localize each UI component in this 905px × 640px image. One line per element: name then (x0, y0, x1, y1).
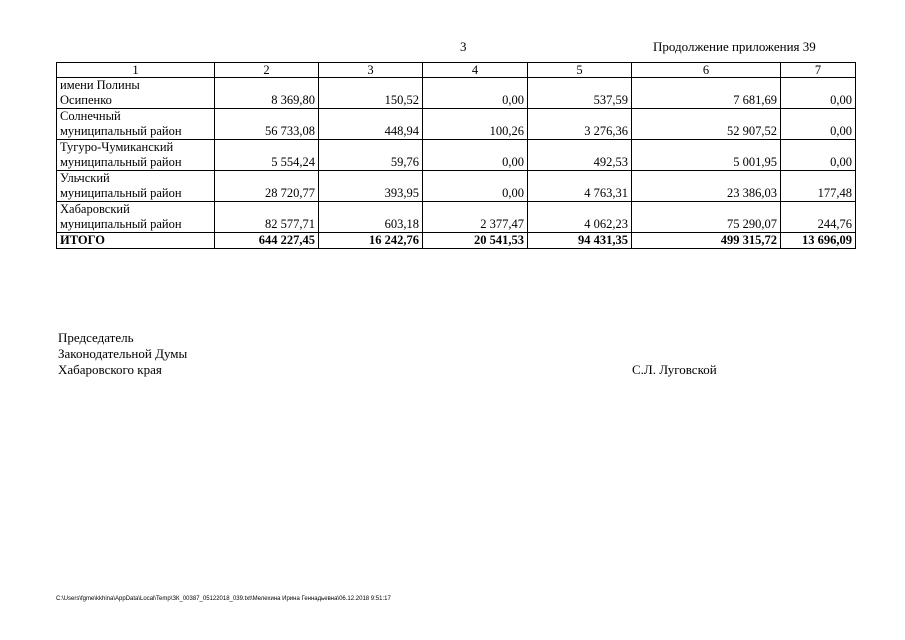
total-row (57, 233, 856, 249)
column-header: 1 (57, 63, 215, 78)
table-cell: 393,95 (319, 171, 423, 202)
total-cell: 499 315,72 (632, 233, 781, 249)
column-header: 4 (423, 63, 528, 78)
total-cell: 16 242,76 (319, 233, 423, 249)
table-cell: 3 276,36 (528, 109, 632, 140)
table-cell: 0,00 (781, 109, 856, 140)
table-cell: 0,00 (423, 78, 528, 109)
table-row (57, 78, 856, 109)
signature-block (58, 330, 187, 378)
district-name: Солнечный муниципальный район (57, 109, 215, 140)
signatory-name: С.Л. Луговской (632, 362, 717, 377)
table-cell: 7 681,69 (632, 78, 781, 109)
signatory-title-line: Хабаровского края (58, 362, 162, 377)
column-number-row (57, 63, 856, 78)
table-row (57, 171, 856, 202)
total-cell: 13 696,09 (781, 233, 856, 249)
table-row (57, 140, 856, 171)
page-number: 3 (460, 39, 467, 54)
district-name: Хабаровский муниципальный район (57, 202, 215, 233)
table-cell: 8 369,80 (215, 78, 319, 109)
column-header: 3 (319, 63, 423, 78)
district-name: имени Полины Осипенко (57, 78, 215, 109)
table-cell: 5 001,95 (632, 140, 781, 171)
table-cell: 82 577,71 (215, 202, 319, 233)
table-cell: 28 720,77 (215, 171, 319, 202)
district-name: Ульчский муниципальный район (57, 171, 215, 202)
table-cell: 56 733,08 (215, 109, 319, 140)
table-cell: 75 290,07 (632, 202, 781, 233)
table-cell: 4 062,23 (528, 202, 632, 233)
table-cell: 23 386,03 (632, 171, 781, 202)
table-cell: 0,00 (781, 78, 856, 109)
appendix-continuation-note: Продолжение приложения 39 (653, 39, 816, 54)
table-cell: 603,18 (319, 202, 423, 233)
table-cell: 52 907,52 (632, 109, 781, 140)
table-cell: 537,59 (528, 78, 632, 109)
table-cell: 177,48 (781, 171, 856, 202)
signatory-title-line: Законодательной Думы (58, 346, 188, 361)
total-cell: 94 431,35 (528, 233, 632, 249)
total-cell: 20 541,53 (423, 233, 528, 249)
table-cell: 2 377,47 (423, 202, 528, 233)
table-row (57, 109, 856, 140)
table-cell: 4 763,31 (528, 171, 632, 202)
table-cell: 0,00 (423, 171, 528, 202)
table-row (57, 202, 856, 233)
table-cell: 244,76 (781, 202, 856, 233)
total-cell: 644 227,45 (215, 233, 319, 249)
budget-table (56, 62, 856, 249)
footer-file-path: C:\Users\fgme\kkhina\AppData\Local\Temp\ЗК_00387_05122018_039.txt\Мелехина Ирина Геннадьевна\06.12.2018 9:51:17 (56, 596, 391, 602)
table-cell: 0,00 (423, 140, 528, 171)
column-header: 7 (781, 63, 856, 78)
table-cell: 59,76 (319, 140, 423, 171)
table-cell: 492,53 (528, 140, 632, 171)
column-header: 2 (215, 63, 319, 78)
table-cell: 150,52 (319, 78, 423, 109)
table-cell: 5 554,24 (215, 140, 319, 171)
column-header: 6 (632, 63, 781, 78)
district-name: Тугуро-Чумиканский муниципальный район (57, 140, 215, 171)
total-label: ИТОГО (57, 233, 215, 249)
column-header: 5 (528, 63, 632, 78)
table-cell: 448,94 (319, 109, 423, 140)
signatory-title-line: Председатель (58, 330, 134, 345)
table-cell: 100,26 (423, 109, 528, 140)
table-cell: 0,00 (781, 140, 856, 171)
